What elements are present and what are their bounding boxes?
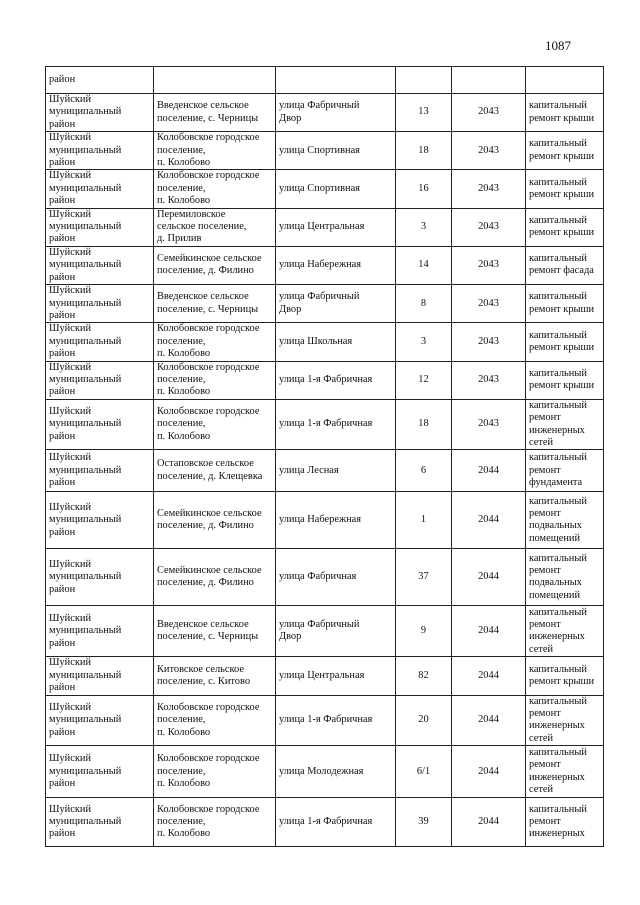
settlement-cell: Колобовское городское поселение, п. Колобово xyxy=(154,798,276,847)
district-cell: Шуйский муниципальный район xyxy=(46,246,154,284)
year-cell: 2043 xyxy=(452,323,526,361)
street-cell: улица 1-я Фабричная xyxy=(276,361,396,399)
year-cell: 2044 xyxy=(452,657,526,695)
district-cell: Шуйский муниципальный район xyxy=(46,208,154,246)
table-row xyxy=(46,492,604,549)
street-cell: улица Центральная xyxy=(276,208,396,246)
settlement-cell: Введенское сельское поселение, с. Черницы xyxy=(154,606,276,657)
work-cell: капитальный ремонт крыши xyxy=(526,208,604,246)
settlement-cell: Перемиловское сельское поселение, д. Прилив xyxy=(154,208,276,246)
house-cell: 6/1 xyxy=(396,746,452,798)
year-cell: 2044 xyxy=(452,798,526,847)
street-cell: улица Школьная xyxy=(276,323,396,361)
work-cell: капитальный ремонт инженерных сетей xyxy=(526,746,604,798)
street-cell: улица Фабричная xyxy=(276,549,396,606)
table-row xyxy=(46,657,604,695)
table-row xyxy=(46,399,604,450)
work-cell: капитальный ремонт подвальных помещений xyxy=(526,549,604,606)
work-cell: капитальный ремонт инженерных сетей xyxy=(526,695,604,746)
year-cell: 2043 xyxy=(452,132,526,170)
house-cell: 18 xyxy=(396,132,452,170)
year-cell: 2044 xyxy=(452,549,526,606)
work-cell: капитальный ремонт крыши xyxy=(526,285,604,323)
district-cell: Шуйский муниципальный район xyxy=(46,798,154,847)
house-cell: 39 xyxy=(396,798,452,847)
work-cell: капитальный ремонт крыши xyxy=(526,94,604,132)
table-row xyxy=(46,323,604,361)
work-cell: капитальный ремонт инженерных сетей xyxy=(526,606,604,657)
house-cell: 37 xyxy=(396,549,452,606)
district-cell: Шуйский муниципальный район xyxy=(46,606,154,657)
district-cell: Шуйский муниципальный район xyxy=(46,549,154,606)
house-cell: 6 xyxy=(396,450,452,492)
settlement-cell: Колобовское городское поселение, п. Колобово xyxy=(154,132,276,170)
house-cell: 18 xyxy=(396,399,452,450)
year-cell: 2043 xyxy=(452,361,526,399)
street-cell: улица Набережная xyxy=(276,492,396,549)
district-cell: Шуйский муниципальный район xyxy=(46,695,154,746)
settlement-cell: Колобовское городское поселение, п. Колобово xyxy=(154,170,276,208)
settlement-cell: Колобовское городское поселение, п. Колобово xyxy=(154,746,276,798)
work-cell: капитальный ремонт инженерных сетей xyxy=(526,399,604,450)
district-cell: Шуйский муниципальный район xyxy=(46,450,154,492)
street-cell: улица 1-я Фабричная xyxy=(276,399,396,450)
year-cell: 2044 xyxy=(452,492,526,549)
district-cell: Шуйский муниципальный район xyxy=(46,399,154,450)
table-row xyxy=(46,798,604,847)
house-cell: 1 xyxy=(396,492,452,549)
district-cell: Шуйский муниципальный район xyxy=(46,94,154,132)
table-row-continued xyxy=(46,67,604,94)
table-row xyxy=(46,746,604,798)
house-cell: 16 xyxy=(396,170,452,208)
street-cell: улица Лесная xyxy=(276,450,396,492)
work-cell: капитальный ремонт крыши xyxy=(526,657,604,695)
settlement-cell: Введенское сельское поселение, с. Черницы xyxy=(154,94,276,132)
settlement-cell: Семейкинское сельское поселение, д. Филино xyxy=(154,549,276,606)
table-row xyxy=(46,170,604,208)
year-cell: 2044 xyxy=(452,695,526,746)
house-cell: 14 xyxy=(396,246,452,284)
street-cell: улица 1-я Фабричная xyxy=(276,798,396,847)
house-cell: 13 xyxy=(396,94,452,132)
year-cell: 2043 xyxy=(452,285,526,323)
house-cell: 3 xyxy=(396,208,452,246)
district-cell: Шуйский муниципальный район xyxy=(46,746,154,798)
table-row xyxy=(46,361,604,399)
house-cell xyxy=(396,67,452,94)
table-row xyxy=(46,94,604,132)
year-cell: 2044 xyxy=(452,606,526,657)
year-cell: 2043 xyxy=(452,399,526,450)
settlement-cell: Колобовское городское поселение, п. Колобово xyxy=(154,399,276,450)
street-cell: улица Молодежная xyxy=(276,746,396,798)
house-cell: 8 xyxy=(396,285,452,323)
street-cell: улица Центральная xyxy=(276,657,396,695)
district-cell: Шуйский муниципальный район xyxy=(46,285,154,323)
work-cell: капитальный ремонт крыши xyxy=(526,132,604,170)
settlement-cell: Введенское сельское поселение, с. Черницы xyxy=(154,285,276,323)
work-cell: капитальный ремонт крыши xyxy=(526,170,604,208)
work-cell: капитальный ремонт инженерных xyxy=(526,798,604,847)
district-cell: Шуйский муниципальный район xyxy=(46,657,154,695)
house-cell: 3 xyxy=(396,323,452,361)
street-cell: улица Фабричный Двор xyxy=(276,94,396,132)
district-cell: Шуйский муниципальный район xyxy=(46,323,154,361)
settlement-cell: Китовское сельское поселение, с. Китово xyxy=(154,657,276,695)
table-row xyxy=(46,132,604,170)
year-cell: 2044 xyxy=(452,450,526,492)
work-cell: капитальный ремонт подвальных помещений xyxy=(526,492,604,549)
district-cell: Шуйский муниципальный район xyxy=(46,361,154,399)
table-row xyxy=(46,285,604,323)
street-cell: улица Набережная xyxy=(276,246,396,284)
settlement-cell: Семейкинское сельское поселение, д. Филино xyxy=(154,246,276,284)
work-cell: капитальный ремонт крыши xyxy=(526,323,604,361)
page-number: 1087 xyxy=(545,38,571,53)
year-cell: 2043 xyxy=(452,94,526,132)
settlement-cell: Колобовское городское поселение, п. Колобово xyxy=(154,361,276,399)
street-cell: улица 1-я Фабричная xyxy=(276,695,396,746)
district-cell: Шуйский муниципальный район xyxy=(46,170,154,208)
district-cell: Шуйский муниципальный район xyxy=(46,492,154,549)
district-cell: Шуйский муниципальный район xyxy=(46,132,154,170)
house-cell: 20 xyxy=(396,695,452,746)
street-cell xyxy=(276,67,396,94)
year-cell: 2043 xyxy=(452,246,526,284)
street-cell: улица Фабричный Двор xyxy=(276,285,396,323)
table-row xyxy=(46,450,604,492)
house-cell: 82 xyxy=(396,657,452,695)
work-cell: капитальный ремонт фундамента xyxy=(526,450,604,492)
year-cell: 2044 xyxy=(452,746,526,798)
street-cell: улица Спортивная xyxy=(276,132,396,170)
settlement-cell: Колобовское городское поселение, п. Колобово xyxy=(154,323,276,361)
table-row xyxy=(46,606,604,657)
street-cell: улица Спортивная xyxy=(276,170,396,208)
year-cell: 2043 xyxy=(452,208,526,246)
table-row xyxy=(46,549,604,606)
district-cell: район xyxy=(46,67,154,94)
work-cell: капитальный ремонт крыши xyxy=(526,361,604,399)
settlement-cell: Семейкинское сельское поселение, д. Филино xyxy=(154,492,276,549)
work-cell xyxy=(526,67,604,94)
table-row xyxy=(46,208,604,246)
repair-registry-table xyxy=(45,66,604,847)
settlement-cell: Колобовское городское поселение, п. Колобово xyxy=(154,695,276,746)
house-cell: 9 xyxy=(396,606,452,657)
table-row xyxy=(46,246,604,284)
work-cell: капитальный ремонт фасада xyxy=(526,246,604,284)
year-cell xyxy=(452,67,526,94)
settlement-cell: Остаповское сельское поселение, д. Клещевка xyxy=(154,450,276,492)
house-cell: 12 xyxy=(396,361,452,399)
year-cell: 2043 xyxy=(452,170,526,208)
street-cell: улица Фабричный Двор xyxy=(276,606,396,657)
settlement-cell xyxy=(154,67,276,94)
table-row xyxy=(46,695,604,746)
